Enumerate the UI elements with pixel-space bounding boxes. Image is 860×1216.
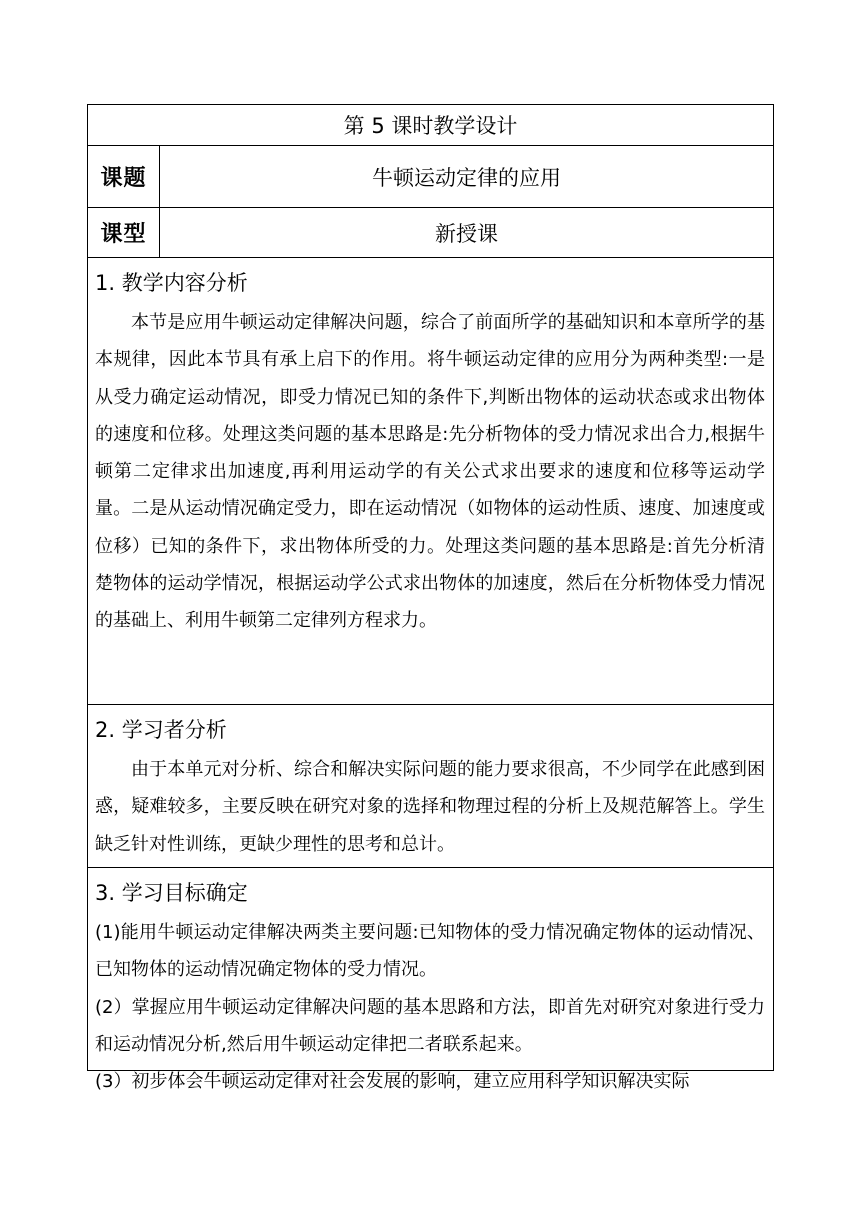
type-row [88,208,774,258]
learner-analysis-cell [88,705,774,868]
lesson-design-table [87,104,774,1093]
title-row [88,105,774,146]
learning-goal-item-3: (3）初步体会牛顿运动定律对社会发展的影响，建立应用科学知识解决实际 [95,1071,690,1093]
topic-label: 课题 [88,146,160,208]
topic-row [88,146,774,208]
type-label: 课型 [88,208,160,258]
learning-goals-cell [88,868,774,1093]
document-title: 第 5 课时教学设计 [88,105,774,146]
content-analysis-row [88,258,774,705]
content-analysis-text: 本节是应用牛顿运动定律解决问题，综合了前面所学的基础知识和本章所学的基本规律，因此本节具有承上启下的作用。将牛顿运动定律的应用分为两种类型:一是从受力确定运动情况，即受力情况已知的条件下,判断出物体的运动状态或求出物体的速度和位移。处理这类问题的基本思路是:先分析物体的受力情况求出合力,根据牛顿第二定律求出加速度,再利用运动学的有关公式求出要求的速度和位移等运动学量。二是从运动情况确定受力，即在运动情况（如物体的运动性质、速度、加速度或位移）已知的条件下，求出物体所受的力。处理这类问题的基本思路是:首先分析清楚物体的运动学情况，根据运动学公式求出物体的加速度，然后在分析物体受力情况的基础上、利用牛顿第二定律列方程求力。 [95,312,765,632]
learner-analysis-text: 由于本单元对分析、综合和解决实际问题的能力要求很高，不少同学在此感到困惑，疑难较多，主要反映在研究对象的选择和物理过程的分析上及规范解答上。学生缺乏针对性训练，更缺少理性的思考和总计。 [95,759,765,855]
type-value: 新授课 [160,208,774,258]
learning-goal-item-2: (2）掌握应用牛顿运动定律解决问题的基本思路和方法，即首先对研究对象进行受力和运动情况分析,然后用牛顿运动定律把二者联系起来。 [95,996,765,1055]
learner-analysis-row [88,705,774,868]
learner-analysis-heading: 2. 学习者分析 [95,718,227,742]
learning-goal-item-1: (1)能用牛顿运动定律解决两类主要问题:已知物体的受力情况确定物体的运动情况、已知物体的运动情况确定物体的受力情况。 [95,922,765,981]
learning-goals-heading: 3. 学习目标确定 [95,881,248,905]
learning-goals-row [88,868,774,1071]
content-analysis-cell [88,258,774,705]
topic-value: 牛顿运动定律的应用 [160,146,774,208]
content-analysis-heading: 1. 教学内容分析 [95,271,248,295]
